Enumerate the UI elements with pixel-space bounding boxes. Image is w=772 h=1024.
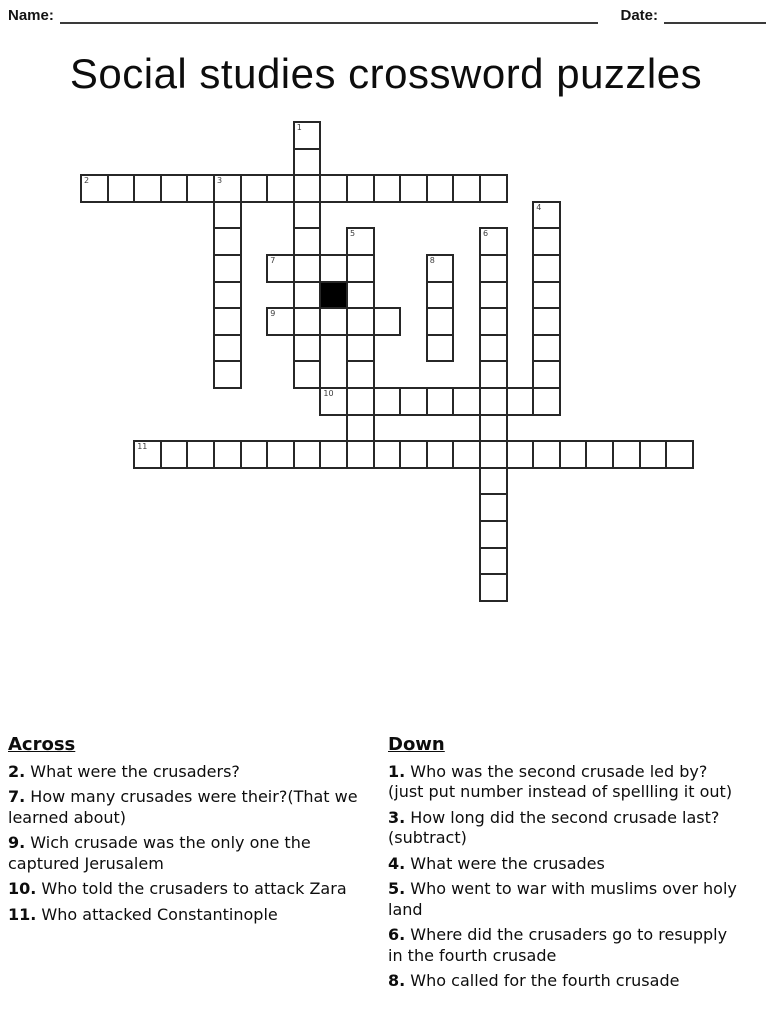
clue-text: How many crusades were their?(That we learned about): [8, 787, 358, 827]
grid-cell[interactable]: [319, 440, 348, 469]
date-fill-line: [664, 6, 766, 24]
cell-number: 2: [84, 176, 90, 186]
header-row: [8, 6, 766, 24]
grid-cell[interactable]: [346, 281, 375, 310]
grid-cell[interactable]: [186, 174, 215, 203]
clue-number: 8.: [388, 971, 406, 991]
grid-cell[interactable]: [665, 440, 694, 469]
grid-cell[interactable]: [160, 174, 189, 203]
grid-cell[interactable]: [80, 174, 109, 203]
clue-text: Wich crusade was the only one the captured Jerusalem: [8, 833, 311, 873]
grid-cell[interactable]: [213, 440, 242, 469]
grid-cell[interactable]: [160, 440, 189, 469]
grid-cell[interactable]: [213, 227, 242, 256]
grid-cell[interactable]: [319, 387, 348, 416]
grid-cell[interactable]: [293, 334, 322, 363]
grid-cell[interactable]: [133, 174, 162, 203]
grid-cell[interactable]: [213, 307, 242, 336]
page-title: Social studies crossword puzzles: [69, 50, 703, 97]
grid-cell[interactable]: [426, 281, 455, 310]
cell-number: 8: [429, 256, 435, 265]
across-clue-list: [8, 762, 360, 925]
grid-cell[interactable]: [426, 174, 455, 203]
grid-cell[interactable]: [293, 254, 322, 283]
grid-cell[interactable]: [346, 360, 375, 389]
clue-text: Who went to war with muslims over holy land: [388, 879, 737, 919]
clue-number: 6.: [388, 925, 406, 945]
grid-cell[interactable]: [346, 414, 375, 443]
grid-cell[interactable]: [452, 174, 481, 203]
grid-cell[interactable]: [426, 307, 455, 336]
cell-number: 7: [270, 256, 276, 265]
grid-cell[interactable]: [479, 334, 508, 363]
clue-text: What were the crusades: [405, 853, 605, 873]
clue-text: Who called for the fourth crusade: [405, 971, 680, 991]
grid-cell[interactable]: [240, 440, 269, 469]
grid-cell[interactable]: [293, 360, 322, 389]
clue-item: [388, 808, 742, 849]
cell-number: 10: [323, 389, 334, 398]
grid-cell[interactable]: [293, 201, 322, 230]
down-clue-list: [388, 762, 742, 992]
grid-cell[interactable]: [506, 387, 535, 416]
grid-cell[interactable]: [532, 227, 561, 256]
grid-cell-black: [319, 281, 348, 310]
grid-cell[interactable]: [532, 281, 561, 310]
date-label: Date:: [620, 7, 658, 24]
grid-cell[interactable]: [639, 440, 668, 469]
grid-cell[interactable]: [585, 440, 614, 469]
clue-number: 11.: [8, 904, 37, 924]
grid-cell[interactable]: [373, 440, 402, 469]
grid-cell[interactable]: [479, 467, 508, 496]
clue-number: 1.: [388, 762, 406, 781]
grid-cell[interactable]: [479, 281, 508, 310]
grid-cell[interactable]: [532, 334, 561, 363]
grid-cell[interactable]: [532, 360, 561, 389]
grid-cell[interactable]: [266, 307, 295, 336]
grid-cell[interactable]: [452, 387, 481, 416]
grid-cell[interactable]: [373, 387, 402, 416]
grid-cell[interactable]: [479, 360, 508, 389]
grid-cell[interactable]: [426, 387, 455, 416]
grid-cell[interactable]: [346, 254, 375, 283]
clue-number: 2.: [8, 762, 26, 781]
grid-cell[interactable]: [319, 307, 348, 336]
cell-number: 4: [536, 202, 542, 212]
down-clues-section: [388, 734, 742, 997]
grid-cell[interactable]: [399, 174, 428, 203]
clue-item: [8, 762, 360, 782]
grid-cell[interactable]: [293, 121, 322, 150]
clue-item: [388, 879, 742, 920]
down-heading: Down: [388, 734, 445, 755]
name-fill-line: [60, 6, 599, 24]
grid-cell[interactable]: [532, 387, 561, 416]
grid-cell[interactable]: [479, 307, 508, 336]
clue-number: 3.: [388, 807, 406, 827]
grid-cell[interactable]: [293, 307, 322, 336]
cell-number: 9: [270, 309, 276, 319]
grid-cell[interactable]: [612, 440, 641, 469]
grid-cell[interactable]: [319, 254, 348, 283]
clue-item: [8, 879, 360, 899]
clue-item: [388, 762, 742, 803]
clue-text: Who told the crusaders to attack Zara: [36, 879, 347, 899]
grid-cell[interactable]: [426, 254, 455, 283]
clue-item: [388, 925, 742, 966]
across-clues-section: [8, 734, 360, 930]
grid-cell[interactable]: [373, 307, 402, 336]
clue-number: 10.: [8, 879, 37, 899]
clue-item: [388, 854, 742, 874]
grid-cell[interactable]: [293, 281, 322, 310]
grid-cell[interactable]: [479, 414, 508, 443]
grid-cell[interactable]: [506, 440, 535, 469]
grid-cell[interactable]: [266, 174, 295, 203]
clue-text: Who was the second crusade led by?(just put number instead of spellling it out): [388, 762, 733, 802]
grid-cell[interactable]: [479, 547, 508, 576]
grid-cell[interactable]: [346, 334, 375, 363]
grid-cell[interactable]: [319, 174, 348, 203]
grid-cell[interactable]: [373, 174, 402, 203]
clue-text: Who attacked Constantinople: [36, 904, 278, 924]
grid-cell[interactable]: [240, 174, 269, 203]
grid-cell[interactable]: [293, 440, 322, 469]
grid-cell[interactable]: [346, 174, 375, 203]
cell-number: 11: [137, 442, 148, 452]
grid-cell[interactable]: [532, 254, 561, 283]
grid-cell[interactable]: [133, 440, 162, 469]
grid-cell[interactable]: [532, 201, 561, 230]
grid-cell[interactable]: [479, 520, 508, 549]
grid-cell[interactable]: [532, 307, 561, 336]
grid-cell[interactable]: [346, 227, 375, 256]
clue-number: 9.: [8, 833, 26, 853]
grid-cell[interactable]: [346, 307, 375, 336]
clue-text: How long did the second crusade last?(subtract): [388, 807, 720, 848]
clue-text: What were the crusaders?: [25, 762, 240, 781]
grid-cell[interactable]: [479, 254, 508, 283]
grid-cell[interactable]: [213, 254, 242, 283]
grid-cell[interactable]: [479, 227, 508, 256]
name-label: Name:: [8, 7, 54, 24]
grid-cell[interactable]: [266, 440, 295, 469]
grid-cell[interactable]: [479, 174, 508, 203]
grid-cell[interactable]: [479, 573, 508, 602]
clue-number: 4.: [388, 853, 406, 873]
clue-number: 7.: [8, 787, 26, 807]
grid-cell[interactable]: [293, 148, 322, 177]
clue-number: 5.: [388, 879, 406, 899]
clue-item: [8, 833, 360, 874]
grid-cell[interactable]: [266, 254, 295, 283]
grid-cell[interactable]: [346, 440, 375, 469]
grid-cell[interactable]: [399, 440, 428, 469]
grid-cell[interactable]: [426, 334, 455, 363]
grid-cell[interactable]: [213, 174, 242, 203]
grid-cell[interactable]: [479, 387, 508, 416]
clue-item: [8, 905, 360, 925]
across-heading: Across: [8, 734, 76, 755]
grid-cell[interactable]: [479, 440, 508, 469]
grid-cell[interactable]: [213, 201, 242, 230]
cell-number: 5: [350, 229, 356, 239]
grid-cell[interactable]: [186, 440, 215, 469]
grid-cell[interactable]: [213, 360, 242, 389]
grid-cell[interactable]: [399, 387, 428, 416]
grid-cell[interactable]: [346, 387, 375, 416]
clue-item: [8, 787, 360, 828]
cell-number: 1: [296, 123, 302, 132]
cell-number: 3: [217, 176, 223, 186]
grid-cell[interactable]: [426, 440, 455, 469]
clue-text: Where did the crusaders go to resupply in the fourth crusade: [388, 925, 728, 965]
grid-cell[interactable]: [479, 493, 508, 522]
grid-cell[interactable]: [452, 440, 481, 469]
grid-cell[interactable]: [213, 281, 242, 310]
grid-cell[interactable]: [532, 440, 561, 469]
grid-cell[interactable]: [107, 174, 136, 203]
clue-item: [388, 971, 742, 991]
grid-cell[interactable]: [293, 174, 322, 203]
cell-number: 6: [483, 229, 489, 239]
grid-cell[interactable]: [559, 440, 588, 469]
grid-cell[interactable]: [293, 227, 322, 256]
grid-cell[interactable]: [213, 334, 242, 363]
